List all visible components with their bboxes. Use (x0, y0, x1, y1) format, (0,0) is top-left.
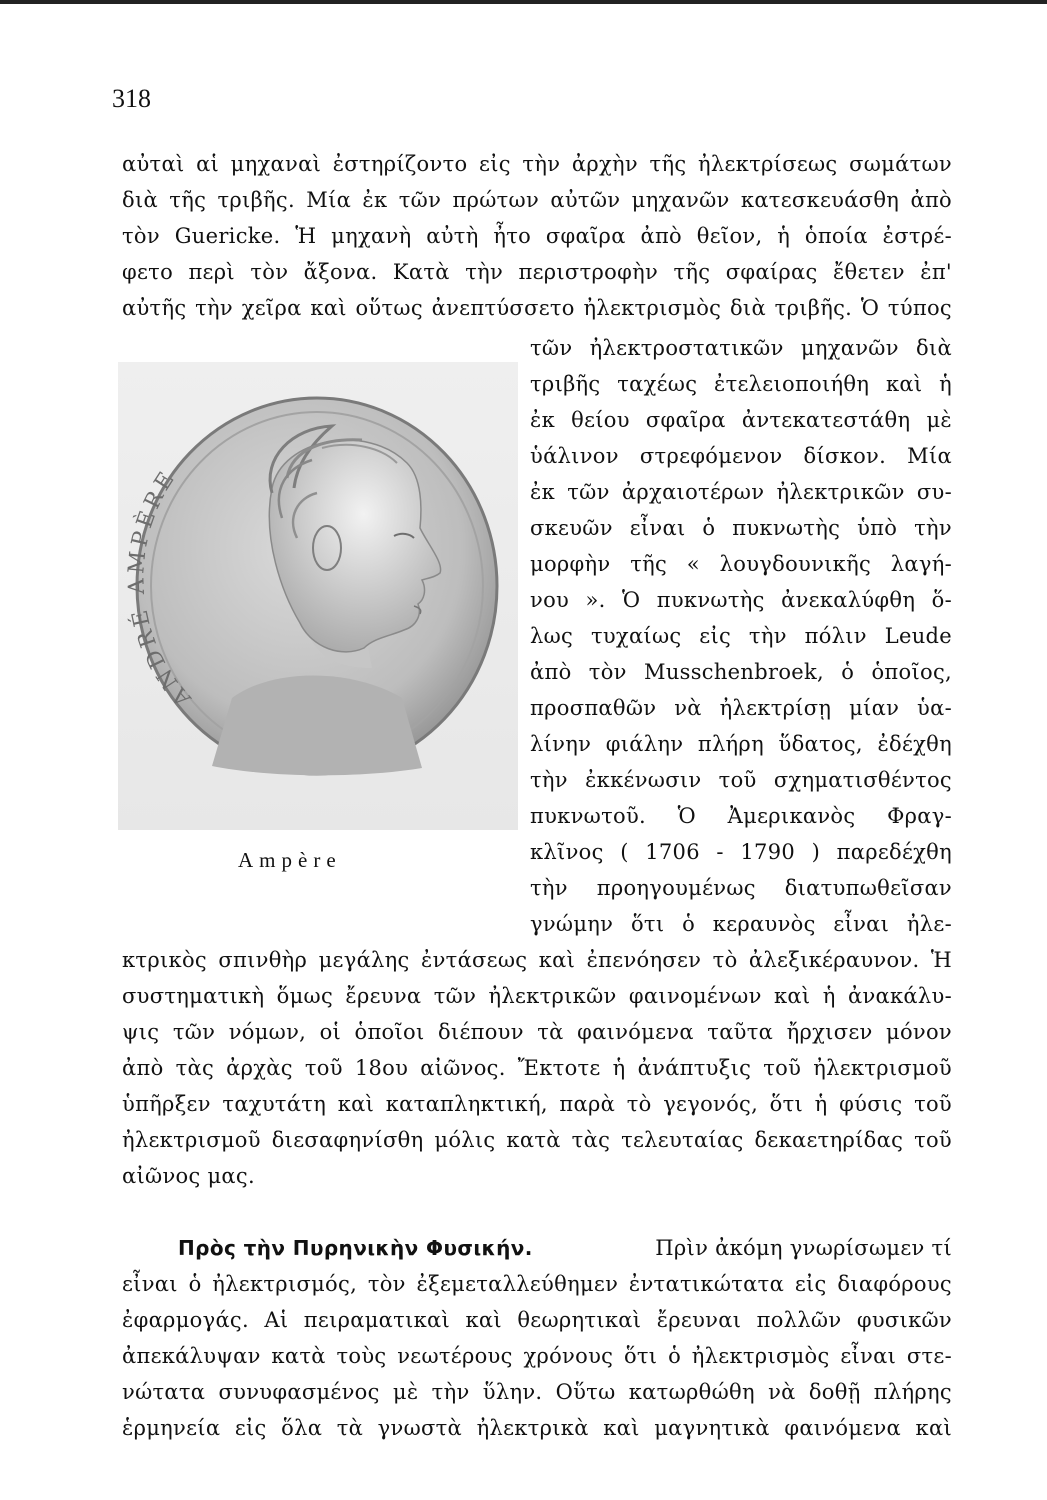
text-line: ψις τῶν νόμων, οἱ ὁποῖοι διέπουν τὰ φαινόμενα ταῦτα ἤρχισεν μόνον (122, 1020, 952, 1044)
section-first-line (178, 1238, 952, 1259)
text-line: νώτατα συνυφασμένος μὲ τὴν ὕλην. Οὕτω κατωρθώθη νὰ δοθῇ πλήρης (122, 1380, 952, 1404)
text-line: τριβῆς ταχέως ἐτελειοποιήθη καὶ ἡ (530, 372, 952, 396)
text-line: τὴν προηγουμένως διατυπωθεῖσαν (530, 876, 952, 900)
page-number: 318 (112, 84, 151, 113)
text-line: μορφὴν τῆς « λουγδουνικῆς λαγή- (530, 552, 952, 576)
scan-top-edge (0, 0, 1047, 4)
text-line: ἑρμηνεία εἰς ὅλα τὰ γνωστὰ ἠλεκτρικὰ καὶ μαγνητικὰ φαινόμενα καὶ (122, 1416, 952, 1440)
text-line: φετο περὶ τὸν ἄξονα. Κατὰ τὴν περιστροφὴν τῆς σφαίρας ἔθετεν ἐπ' (122, 260, 952, 284)
text-line: λως τυχαίως εἰς τὴν πόλιν Leude (530, 624, 952, 648)
text-line: ἐφαρμογάς. Αἱ πειραματικαὶ καὶ θεωρητικαὶ ἔρευναι πολλῶν φυσικῶν (122, 1308, 952, 1332)
text-line: αἰῶνος μας. (122, 1164, 255, 1188)
ampere-medal-portrait (122, 368, 512, 788)
text-line: τὸν Guericke. Ἡ μηχανὴ αὐτὴ ἦτο σφαῖρα ἀπὸ θεῖον, ἡ ὁποία ἐστρέ- (122, 224, 952, 248)
text-line: αὐτῆς τὴν χεῖρα καὶ οὕτως ἀνεπτύσσετο ἠλεκτρισμὸς διὰ τριβῆς. Ὁ τύπος (122, 296, 952, 320)
text-line: ἐκ τῶν ἀρχαιοτέρων ἠλεκτρικῶν συ- (530, 480, 952, 504)
text-line: ἀπὸ τὸν Musschenbroek, ὁ ὁποῖος, (530, 660, 952, 684)
text-line: τὴν ἐκκένωσιν τοῦ σχηματισθέντος (530, 768, 952, 792)
section-heading: Πρὸς τὴν Πυρηνικὴν Φυσικήν. (178, 1236, 533, 1260)
text-line: αὐταὶ αἱ μηχαναὶ ἐστηρίζοντο εἰς τὴν ἀρχὴν τῆς ἠλεκτρίσεως σωμάτων (122, 152, 952, 176)
text-line: τῶν ἠλεκτροστατικῶν μηχανῶν διὰ (530, 336, 952, 360)
text-line: ἀπεκάλυψαν κατὰ τοὺς νεωτέρους χρόνους ὅτι ὁ ἠλεκτρισμὸς εἶναι στε- (122, 1344, 952, 1368)
text-line: προσπαθῶν νὰ ἠλεκτρίσῃ μίαν ὑα- (530, 696, 952, 720)
text-line: κτρικὸς σπινθὴρ μεγάλης ἐντάσεως καὶ ἐπενόησεν τὸ ἀλεξικέραυνον. Ἡ (122, 948, 952, 972)
text-line: λίνην φιάλην πλήρη ὕδατος, ἐδέχθη (530, 732, 952, 756)
text-line: ἀπὸ τὰς ἀρχὰς τοῦ 18ου αἰῶνος. Ἔκτοτε ἡ ἀνάπτυξις τοῦ ἠλεκτρισμοῦ (122, 1056, 952, 1080)
text-line: διὰ τῆς τριβῆς. Μία ἐκ τῶν πρώτων αὐτῶν μηχανῶν κατεσκευάσθη ἀπὸ (122, 188, 952, 212)
text-line: γνώμην ὅτι ὁ κεραυνὸς εἶναι ἠλε- (530, 912, 952, 936)
text-line: πυκνωτοῦ. Ὁ Ἀμερικανὸς Φραγ- (530, 804, 952, 828)
text-line: ὑπῆρξεν ταχυτάτη καὶ καταπληκτική, παρὰ τὸ γεγονός, ὅτι ἡ φύσις τοῦ (122, 1092, 952, 1116)
text-line: ἠλεκτρισμοῦ διεσαφηνίσθη μόλις κατὰ τὰς τελευταίας δεκαετηρίδας τοῦ (122, 1128, 952, 1152)
text-line: σκευῶν εἶναι ὁ πυκνωτὴς ὑπὸ τὴν (530, 516, 952, 540)
text-line: ἐκ θείου σφαῖρα ἀντεκατεστάθη μὲ (530, 408, 952, 432)
text-line: Πρὶν ἀκόμη γνωρίσωμεν τί (655, 1236, 952, 1260)
figure-caption: Ampère (238, 848, 342, 872)
text-line: κλῖνος ( 1706 - 1790 ) παρεδέχθη (530, 840, 952, 864)
medal-inscription: ANDRÉ AMPÈRE (124, 464, 197, 711)
text-line: ὑάλινον στρεφόμενον δίσκον. Μία (530, 444, 952, 468)
text-line: συστηματικὴ ὅμως ἔρευνα τῶν ἠλεκτρικῶν φαινομένων καὶ ἡ ἀνακάλυ- (122, 984, 952, 1008)
text-line: εἶναι ὁ ἠλεκτρισμός, τὸν ἐξεμεταλλεύθημεν ἐντατικώτατα εἰς διαφόρους (122, 1272, 952, 1296)
text-line: νου ». Ὁ πυκνωτὴς ἀνεκαλύφθη ὅ- (530, 588, 952, 612)
